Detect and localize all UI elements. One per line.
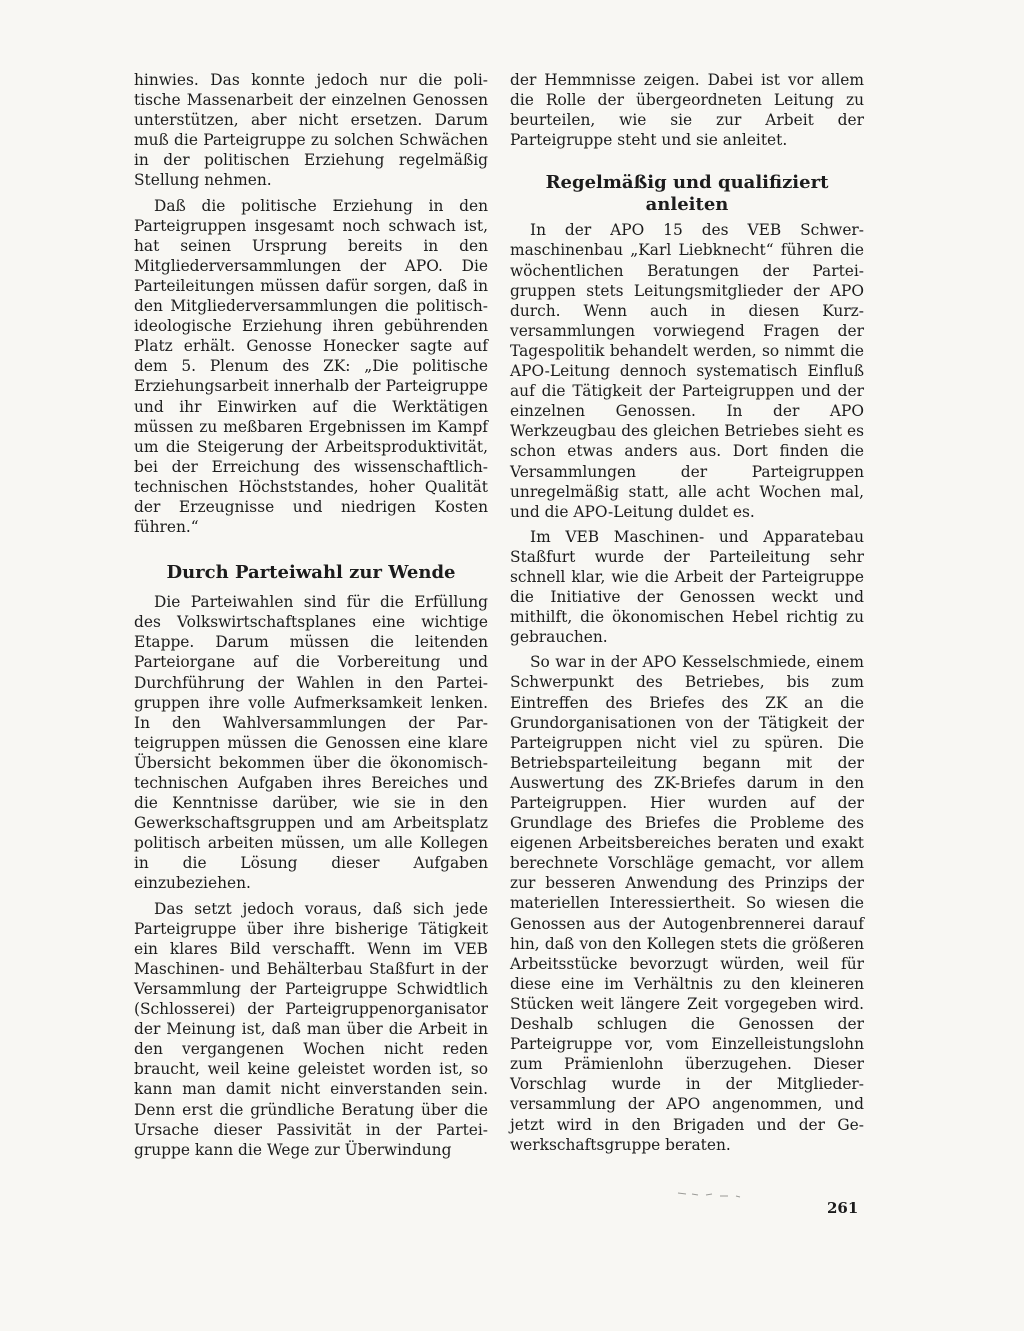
right-paragraph-4: So war in der APO Kesselschmiede, einem Schwerpunkt des Betriebes, bis zum Eintreffen des Briefes des ZK an die Grundorganisationen von der Tätigkeit der Parteigruppen nicht viel zu spüren. Die Betriebsparteileitung begann mit der Auswertung des ZK-Briefes darum in den Parteigruppen. Hier wurden auf der Grundlage des Briefes die Probleme des eigenen Arbeitsbereiches beraten und exakt berechnete Vorschläge gemacht, vor allem zur besseren Anwendung des Prinzips der materiellen Interessiertheit. So wiesen die Genossen aus der Autogenbrennerei darauf hin, daß von den Kollegen stets die größeren Arbeitsstücke bevorzugt würden, weil für diese eine im Verhältnis zu den kleineren Stücken weit längere Zeit vorgegeben wird. Deshalb schlugen die Genossen der Parteigruppe vor, vom Einzelleistungslohn zum Prämienlohn überzugehen. Dieser Vorschlag wurde in der Mitgliederversammlung der APO angenommen, und jetzt wird in den Brigaden und der Gewerkschaftsgruppe beraten. (510, 653, 864, 1154)
right-column (510, 70, 864, 1155)
print-smudge (676, 1190, 766, 1198)
left-paragraph-2: Daß die politische Erziehung in den Parteigruppen insgesamt noch schwach ist, hat seinen Ursprung bereits in den Mitgliederversammlungen der APO. Die Parteileitungen müssen dafür sorgen, daß in den Mitgliederversammlungen die politisch-ideologische Erziehung ihren gebührenden Platz erhält. Genosse Honecker sagte auf dem 5. Plenum des ZK: „Die politische Erziehungsarbeit innerhalb der Parteigruppe und ihr Einwirken auf die Werktätigen müssen zu meßbaren Ergebnissen im Kampf um die Steigerung der Arbeitsproduktivität, bei der Erreichung des wissenschaftlich-technischen Höchststandes, hoher Qualität der Erzeugnisse und niedrigen Kosten führen.“ (134, 196, 488, 537)
left-column (134, 70, 488, 1160)
right-paragraph-3: Im VEB Maschinen- und Apparatebau Staßfurt wurde der Parteileitung sehr schnell klar, wie die Arbeit der Parteigruppe die Initiative der Genossen weckt und mithilft, die ökonomischen Hebel richtig zu gebrauchen. (510, 527, 864, 647)
left-paragraph-3: Die Parteiwahlen sind für die Erfüllung des Volkswirtschaftsplanes eine wichtige Etappe. Darum müssen die leitenden Parteiorgane auf die Vorbereitung und Durchführung der Wahlen in den Parteigruppen ihre volle Aufmerksamkeit lenken. In den Wahlversammlungen der Parteigruppen müssen die Genossen eine klare Übersicht bekommen über die ökonomisch-technischen Aufgaben ihres Bereiches und die Kenntnisse darüber, wie sie in den Gewerkschaftsgruppen und am Arbeitsplatz politisch arbeiten müssen, um alle Kollegen in die Lösung dieser Aufgaben einzubeziehen. (134, 593, 488, 893)
left-paragraph-4: Das setzt jedoch voraus, daß sich jede Parteigruppe über ihre bisherige Tätigkeit ein klares Bild verschafft. Wenn im VEB Maschinen- und Behälterbau Staßfurt in der Versammlung der Parteigruppe Schwidtlich (Schlosserei) der Parteigruppenorganisator der Meinung ist, daß man über die Arbeit in den vergangenen Wochen nicht reden braucht, weil keine geleistet worden ist, so kann man damit nicht einverstanden sein. Denn erst die gründliche Beratung über die Ursache dieser Passivität in der Parteigruppe kann die Wege zur Überwindung (134, 899, 488, 1159)
left-paragraph-1: hinwies. Das konnte jedoch nur die politische Massenarbeit der einzelnen Genossen unterstützen, aber nicht ersetzen. Darum muß die Parteigruppe zu solchen Schwächen in der politischen Erziehung regelmäßig Stellung nehmen. (134, 71, 488, 190)
section-heading-parteiwahl: Durch Parteiwahl zur Wende (166, 562, 456, 584)
right-paragraph-2: In der APO 15 des VEB Schwermaschinenbau „Karl Liebknecht“ führen die wöchentlichen Beratungen der Parteigruppen stets Leitungsmitglieder der APO durch. Wenn auch in diesen Kurzversammlungen vorwiegend Fragen der Tagespolitik behandelt werden, so nimmt die APO-Leitung dennoch systematisch Einfluß auf die Tätigkeit der Parteigruppen und der einzelnen Genossen. In der APO Werkzeugbau des gleichen Betriebes sieht es schon etwas anders aus. Dort finden die Versammlungen der Parteigruppen unregelmäßig statt, alle acht Wochen mal, und die APO-Leitung duldet es. (510, 221, 864, 521)
right-paragraph-1: der Hemmnisse zeigen. Dabei ist vor allem die Rolle der übergeordneten Leitung zu beurteilen, wie sie zur Arbeit der Parteigruppe steht und sie anleitet. (510, 71, 864, 150)
page-number: 261 (827, 1199, 859, 1217)
section-heading-anleiten: Regelmäßig und qualifiziert anleiten (545, 172, 829, 216)
